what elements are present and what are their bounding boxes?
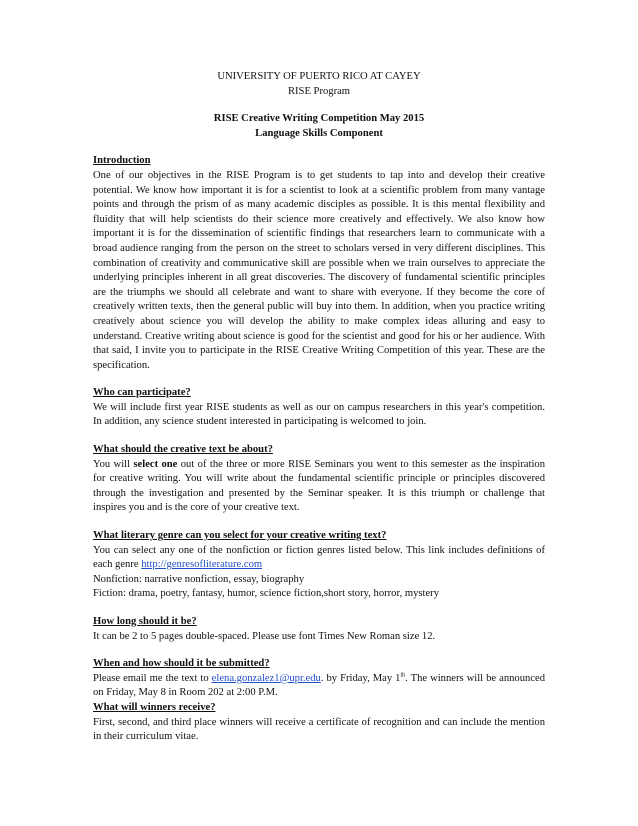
receive-body: First, second, and third place winners will receive a certificate of recognition and can include the mention in their curriculum vitae. <box>93 716 545 743</box>
program-name: RISE Program <box>287 85 351 97</box>
about-heading: What should the creative text be about? <box>93 444 273 456</box>
receive-section <box>93 701 545 745</box>
date-suffix: th <box>400 672 406 679</box>
about-section <box>93 443 545 516</box>
length-body: It can be 2 to 5 pages double-spaced. Please use font Times New Roman size 12. <box>93 630 436 642</box>
introduction-section <box>93 154 545 373</box>
document-header <box>93 70 545 99</box>
submit-body-post: . The winners will be announced on Friday, May 8 in Room 202 at 2:00 P.M. <box>93 672 546 699</box>
introduction-heading: Introduction <box>93 155 151 167</box>
who-heading: Who can participate? <box>93 387 191 399</box>
about-body-post: out of the three or more RISE Seminars you went to this semester as the inspiration for creative writing. You will write about the fundamental scientific principle or principles discovered through the investigation and presented by the Seminar speaker. It is this triumph or challenge that inspires you and is the core of your creative text. <box>93 458 545 514</box>
document-subtitle: Language Skills Component <box>255 127 383 139</box>
who-section <box>93 386 545 430</box>
genre-link[interactable]: http://genresofliterature.com <box>141 559 263 571</box>
submit-body-mid: . by Friday, May 1 <box>320 672 401 684</box>
submit-heading: When and how should it be submitted? <box>93 658 270 670</box>
submit-section <box>93 657 545 701</box>
genre-heading: What literary genre can you select for your creative writing text? <box>93 530 387 542</box>
introduction-body: One of our objectives in the RISE Program is to get students to tap into and develop their creative potential. We know how important it is for a scientist to look at a scientific problem from many vantage points and through the prism of as many academic disciples as possible. It is this mental flexibility and fluidity that will help scientists do their science more creatively and effectively. We also know how important it is for the dissemination of scientific findings that researchers learn to communicate with a broad audience ranging from the person on the street to scholars versed in very different disciplines. This combination of creativity and communicative skill are possible when we train ourselves to appreciate the underlying principles inherent in all great discoveries. The discovery of fundamental scientific principles are the triumphs we should all celebrate and want to share with everyone. If they become the core of creatively written texts, then the general public will buy into them. In addition, when you practice writing creatively about science you will develop the ability to make complex ideas alluring and easy to understand. Creative writing about science is good for the scientist and good for his or her audience. With that said, I invite you to participate in the RISE Creative Writing Competition of this year. These are the specification. <box>93 169 545 371</box>
university-name: UNIVERSITY OF PUERTO RICO AT CAYEY <box>217 71 421 82</box>
nonfiction-list: Nonfiction: narrative nonfiction, essay, biography <box>93 573 305 585</box>
about-body-bold: select one <box>133 458 178 470</box>
genre-section <box>93 529 545 602</box>
submit-body <box>93 672 545 701</box>
length-heading: How long should it be? <box>93 616 197 627</box>
about-body-pre: You will <box>93 458 134 470</box>
document-title-block <box>93 112 545 141</box>
genre-body <box>93 544 545 573</box>
length-section <box>93 615 545 644</box>
document-title: RISE Creative Writing Competition May 2015 <box>213 113 425 125</box>
receive-heading: What will winners receive? <box>93 701 216 713</box>
genre-body-text: You can select any one of the nonfiction or fiction genres listed below. This link includes definitions of each genre <box>93 544 545 571</box>
submit-body-pre: Please email me the text to <box>93 672 212 684</box>
document-page <box>93 70 545 745</box>
about-body <box>93 458 545 516</box>
fiction-list: Fiction: drama, poetry, fantasy, humor, science fiction,short story, horror, mystery <box>93 588 440 600</box>
who-body: We will include first year RISE students as well as our on campus researchers in this year's competition. In addition, any science student interested in participating is welcomed to join. <box>93 401 545 428</box>
email-link[interactable]: elena.gonzalez1@upr.edu <box>211 672 321 684</box>
